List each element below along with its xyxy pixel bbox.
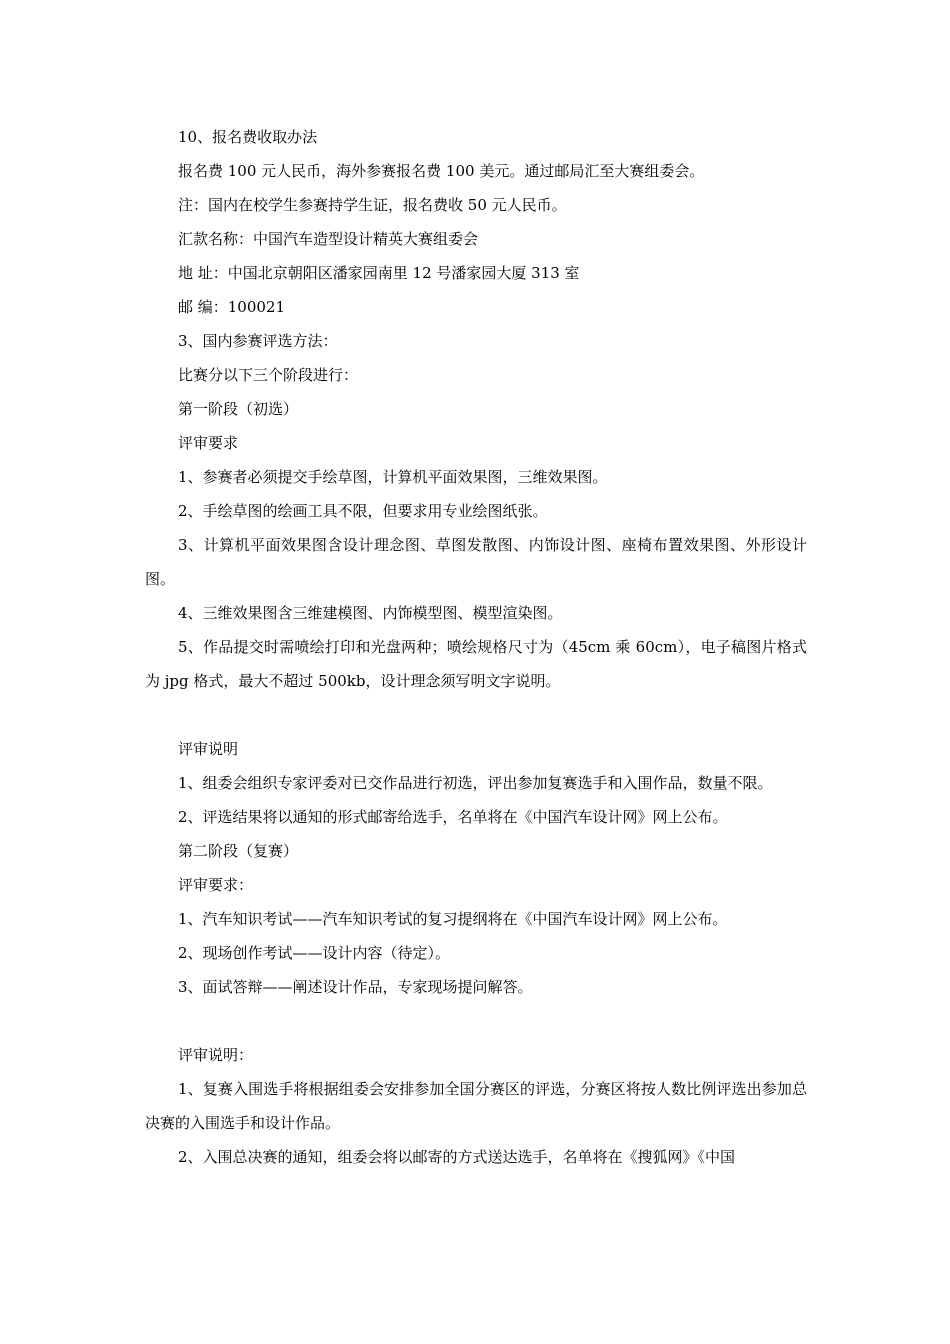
stage-one-heading: 第一阶段（初选） (178, 400, 299, 418)
review-notes-heading: 评审说明 (178, 740, 239, 758)
review-note-item: 2、评选结果将以通知的形式邮寄给选手，名单将在《中国汽车设计网》网上公布。 (178, 808, 728, 826)
review-note-item: 1、复赛入围选手将根据组委会安排参加全国分赛区的评选，分赛区将按人数比例评选出参加总决赛的入围选手和设计作品。 (145, 1080, 807, 1132)
review-notes-heading: 评审说明： (178, 1046, 254, 1064)
blank-line (145, 698, 807, 732)
requirement-item: 2、现场创作考试——设计内容（待定）。 (178, 944, 451, 962)
stage-two-heading: 第二阶段（复赛） (178, 842, 299, 860)
section-heading-evaluation: 3、国内参赛评选方法： (178, 332, 338, 350)
review-note-item: 1、组委会组织专家评委对已交作品进行初选，评出参加复赛选手和入围作品，数量不限。 (178, 774, 773, 792)
section-heading-fee: 10、报名费收取办法 (178, 128, 318, 146)
document-body (145, 120, 807, 1174)
requirement-item: 1、汽车知识考试——汽车知识考试的复习提纲将在《中国汽车设计网》网上公布。 (178, 910, 728, 928)
requirement-item: 2、手绘草图的绘画工具不限，但要求用专业绘图纸张。 (178, 502, 548, 520)
requirement-item: 5、作品提交时需喷绘打印和光盘两种；喷绘规格尺寸为（45cm 乘 60cm），电子稿图片格式为 jpg 格式，最大不超过 500kb，设计理念须写明文字说明。 (145, 638, 807, 690)
review-requirements-heading: 评审要求： (178, 876, 254, 894)
blank-line (145, 1004, 807, 1038)
stages-intro: 比赛分以下三个阶段进行： (178, 366, 359, 384)
postcode: 邮 编：100021 (178, 298, 286, 316)
fee-amount: 报名费 100 元人民币，海外参赛报名费 100 美元。通过邮局汇至大赛组委会。 (178, 162, 705, 180)
requirement-item: 4、三维效果图含三维建模图、内饰模型图、模型渲染图。 (178, 604, 563, 622)
address: 地 址：中国北京朝阳区潘家园南里 12 号潘家园大厦 313 室 (178, 264, 580, 282)
requirement-item: 3、计算机平面效果图含设计理念图、草图发散图、内饰设计图、座椅布置效果图、外形设计图。 (145, 536, 807, 588)
review-note-item: 2、入围总决赛的通知，组委会将以邮寄的方式送达选手，名单将在《搜狐网》《中国 (178, 1148, 736, 1166)
requirement-item: 1、参赛者必须提交手绘草图，计算机平面效果图，三维效果图。 (178, 468, 608, 486)
student-fee-note: 注：国内在校学生参赛持学生证，报名费收 50 元人民币。 (178, 196, 567, 214)
review-requirements-heading: 评审要求 (178, 434, 239, 452)
requirement-item: 3、面试答辩——阐述设计作品，专家现场提问解答。 (178, 978, 533, 996)
remittance-name: 汇款名称：中国汽车造型设计精英大赛组委会 (178, 230, 479, 248)
